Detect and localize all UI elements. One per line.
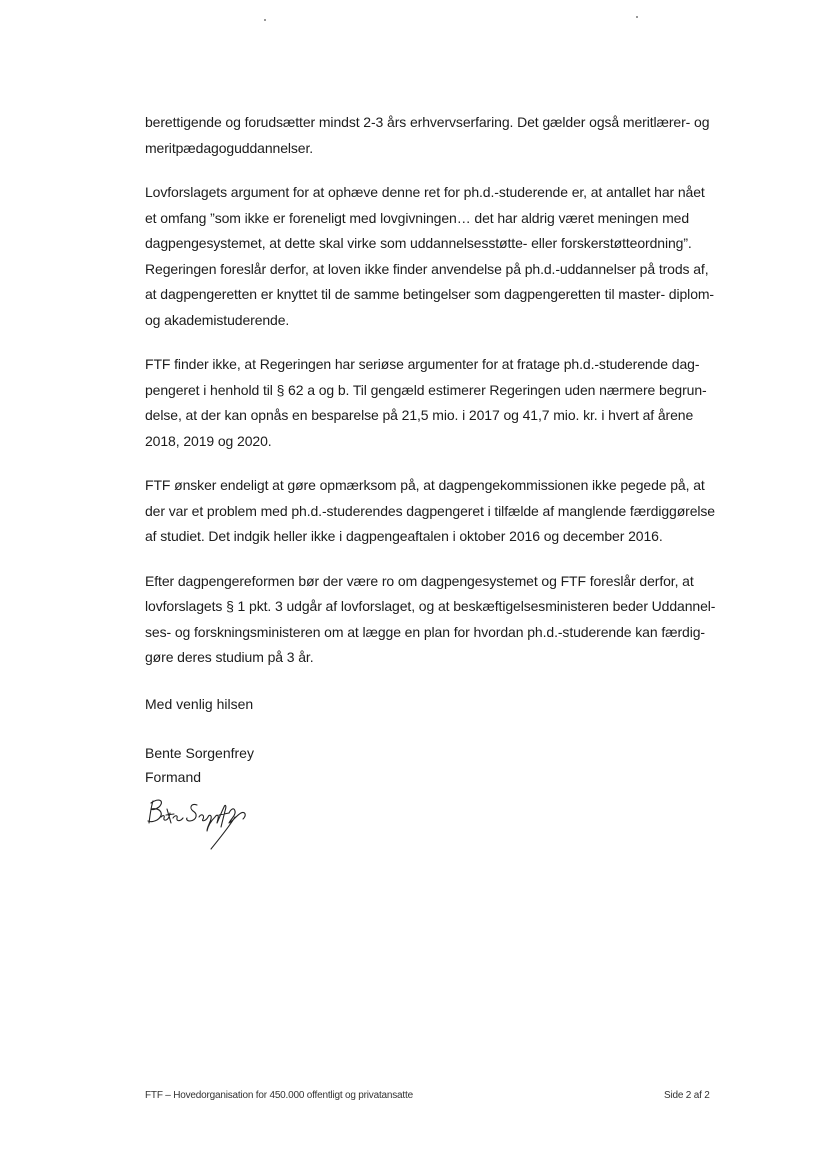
text-line: og akademistuderende. [145, 311, 290, 328]
text-line: gøre deres studium på 3 år. [145, 649, 314, 665]
footer-page-number: Side 2 af 2 [664, 1090, 710, 1101]
text-line: ses- og forskningsministeren om at lægge en plan for hvordan ph.d.-studerende kan færdig- [145, 623, 705, 640]
text-line: lovforslagets § 1 pkt. 3 udgår af lovforslaget, og at beskæftigelsesministeren beder Uddannel- [145, 598, 716, 614]
letter-body [145, 110, 716, 690]
signatory-name: Bente Sorgenfrey [145, 745, 254, 761]
text-line: pengeret i henhold til § 62 a og b. Til gengæld estimerer Regeringen uden nærmere begrun- [145, 381, 707, 398]
text-line: dagpengesystemet, at dette skal virke som uddannelsesstøtte- eller forskerstøtteordning”. [145, 235, 692, 251]
paragraph [145, 352, 710, 454]
text-line: Regeringen foreslår derfor, at loven ikke finder anvendelse på ph.d.-uddannelser på trods af, [145, 260, 709, 277]
paragraph [145, 110, 710, 161]
text-line: af studiet. Det indgik heller ikke i dagpengeaftalen i oktober 2016 og december 2016. [145, 528, 663, 544]
signatory-title: Formand [145, 769, 202, 785]
paragraph [145, 569, 716, 671]
text-line: berettigende og forudsætter mindst 2-3 års erhvervserfaring. Det gælder også meritlærer- og [145, 114, 710, 130]
paragraph [145, 473, 715, 550]
text-line: Lovforslagets argument for at ophæve denne ret for ph.d.-studerende er, at antallet har nået [145, 184, 705, 200]
paragraph [145, 180, 714, 333]
text-line: FTF finder ikke, at Regeringen har seriøse argumenter for at fratage ph.d.-studerende dag- [145, 356, 700, 372]
footer-organization: FTF – Hovedorganisation for 450.000 offentligt og privatansatte [145, 1090, 413, 1101]
text-line: delse, at der kan opnås en besparelse på 21,5 mio. i 2017 og 41,7 mio. kr. i hvert af årene [145, 407, 694, 423]
scan-speck [636, 16, 638, 18]
text-line: at dagpengeretten er knyttet til de samme betingelser som dagpengeretten til master- diplom- [145, 286, 714, 302]
text-line: der var et problem med ph.d.-studerendes dagpengeret i tilfælde af manglende færdiggørelse [145, 502, 715, 519]
scan-speck [264, 19, 266, 21]
text-line: et omfang ”som ikke er foreneligt med lovgivningen… det har aldrig været meningen med [145, 209, 690, 226]
text-line: meritpædagoguddannelser. [145, 139, 314, 156]
text-line: FTF ønsker endeligt at gøre opmærksom på, at dagpengekommissionen ikke pegede på, at [145, 477, 705, 493]
closing-greeting: Med venlig hilsen [145, 696, 254, 712]
text-line: Efter dagpengereformen bør der være ro om dagpengesystemet og FTF foreslår derfor, at [145, 572, 694, 589]
handwritten-signature [145, 793, 255, 853]
text-line: 2018, 2019 og 2020. [145, 432, 272, 449]
